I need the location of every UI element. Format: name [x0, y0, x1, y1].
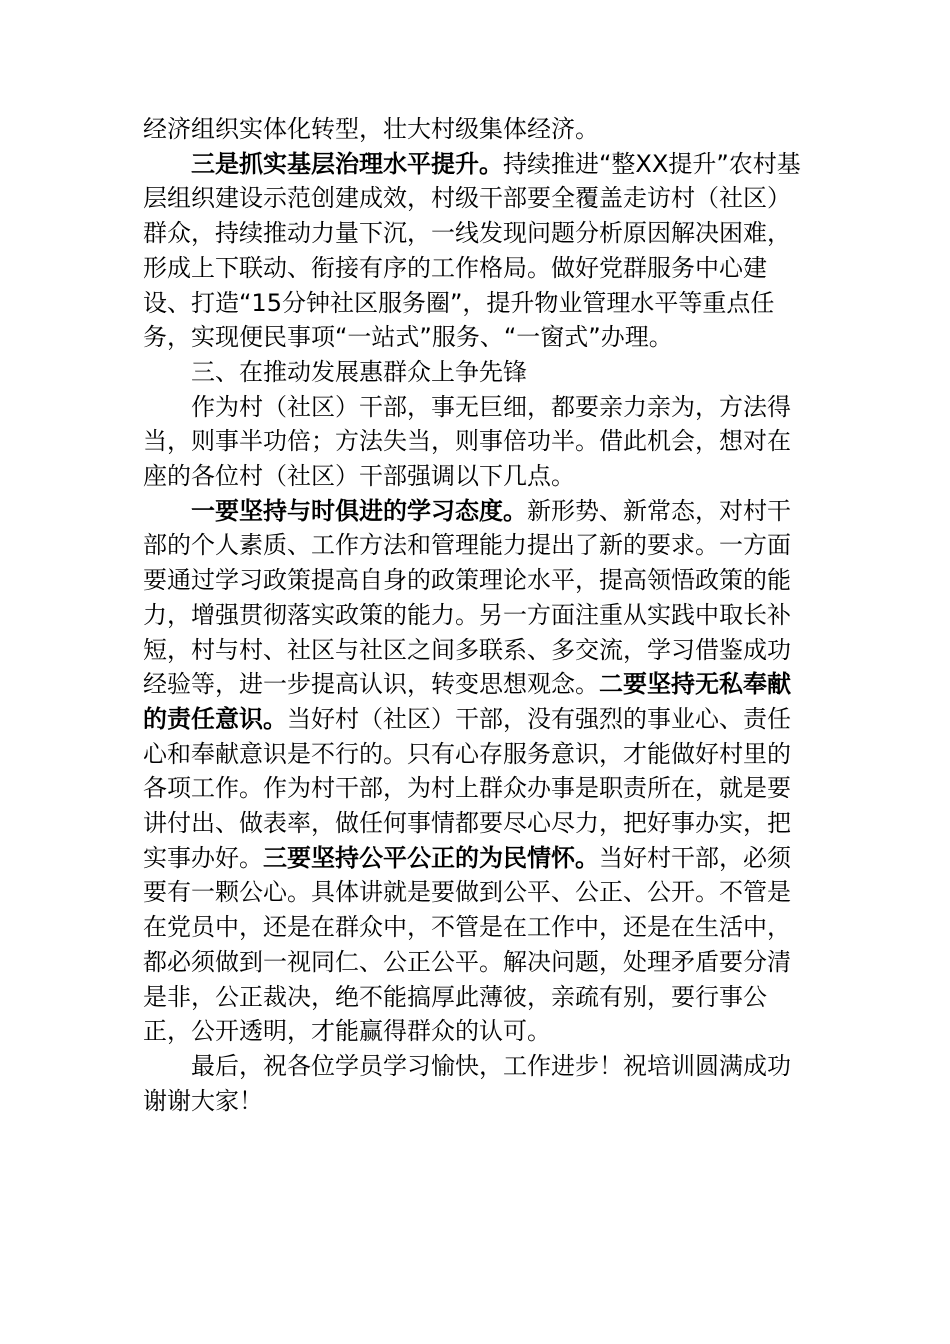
paragraph-lead: 三是抓实基层治理水平提升。 — [191, 149, 503, 178]
section-heading: 三、在推动发展惠群众上争先锋 — [191, 357, 527, 386]
paragraph-requirements — [143, 494, 813, 1049]
paragraph-intro: 作为村（社区）干部，事无巨细，都要亲力亲为，方法得当，则事半功倍；方法失当，则事倍功半。借此机会，想对在座的各位村（社区）干部强调以下几点。 — [143, 392, 791, 491]
paragraph-lead: 三要坚持公平公正的为民情怀。 — [263, 843, 599, 872]
paragraph-lead: 一要坚持与时俱进的学习态度。 — [191, 496, 527, 525]
paragraph-text: 持续推进“整XX提升”农村基层组织建设示范创建成效，村级干部要全覆盖走访村（社区）群众，持续推动力量下沉，一线发现问题分析原因解决困难，形成上下联动、衔接有序的工作格局。做好党群服务中心建设、打造“15分钟社区服务圈”，提升物业管理水平等重点任务，实现便民事项“一站式”服务、“一窗式”办理。 — [143, 149, 801, 352]
paragraph-text: 当好村（社区）干部，没有强烈的事业心、责任心和奉献意识是不行的。只有心存服务意识，才能做好村里的各项工作。作为村干部，为村上群众办事是职责所在，就是要讲付出、做表率，做任何事情都要尽心尽力，把好事办实，把实事办好。 — [143, 704, 791, 872]
paragraph-text: 经济组织实体化转型，壮大村级集体经济。 — [143, 115, 599, 143]
paragraph-text: 新形势、新常态，对村干部的个人素质、工作方法和管理能力提出了新的要求。一方面要通过学习政策提高自身的政策理论水平，提高领悟政策的能力，增强贯彻落实政策的能力。另一方面注重从实践中取长补短，村与村、社区与社区之间多联系、多交流，学习借鉴成功经验等，进一步提高认识，转变思想观念。 — [143, 496, 791, 699]
paragraph-text: 当好村干部，必须要有一颗公心。具体讲就是要做到公平、公正、公开。不管是在党员中，还是在群众中，不管是在工作中，还是在生活中，都必须做到一视同仁、公正公平。解决问题，处理矛盾要分清是非，公正裁决，绝不能搞厚此薄彼，亲疏有别，要行事公正，公开透明，才能赢得群众的认可。 — [143, 843, 791, 1046]
document-body — [143, 112, 813, 1118]
paragraph-continuation — [143, 112, 813, 147]
paragraph-lead: 二要坚持无私奉献的责任意识。 — [143, 670, 791, 733]
paragraph-governance — [143, 147, 813, 355]
paragraph-closing: 最后，祝各位学员学习愉快，工作进步！祝培训圆满成功 — [191, 1051, 791, 1080]
paragraph-thanks: 谢谢大家！ — [143, 1086, 263, 1115]
